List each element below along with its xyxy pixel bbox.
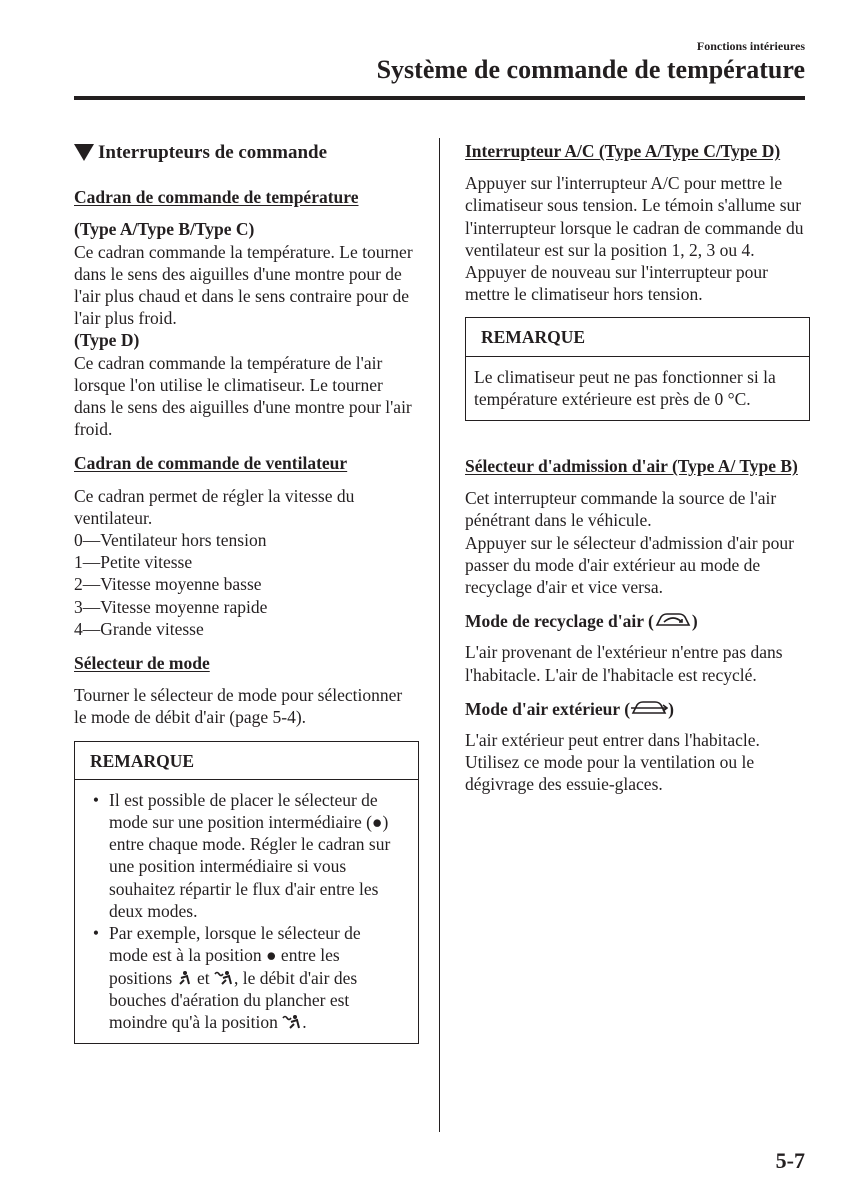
fan-dial-intro: Ce cadran permet de régler la vitesse du ventilateur. [74,485,355,528]
floor-defrost-icon [214,970,234,986]
right-column [465,140,810,796]
floor-vent-icon [177,970,193,986]
chapter-label: Fonctions intérieures [696,39,805,53]
outside-air-close: ) [668,698,674,719]
temp-dial-title: Cadran de commande de température [74,187,359,208]
section-heading-text: Interrupteurs de commande [98,142,328,163]
note-body [75,780,418,1043]
fan-speed-item: 2—Vitesse moyenne basse [74,574,262,595]
note-bullet [83,922,403,1033]
mode-selector-title: Sélecteur de mode [74,653,210,674]
air-intake-text: Cet interrupteur commande la source de l'air pénétrant dans le véhicule. [465,488,777,531]
note-text-part: Par exemple, lorsque le sélecteur de mode est à la position ● entre les positions [109,923,361,988]
type-d-label: (Type D) [74,330,140,351]
note-text-part: , le débit d'air des bouches d'aération du plancher est moindre qu'à la position [109,967,358,1032]
note-heading: REMARQUE [466,318,809,356]
outside-air-text: L'air extérieur peut entrer dans l'habitacle. [465,730,760,751]
fan-speed-item: 4—Grande vitesse [74,618,204,639]
note-text-part: . [302,1011,307,1032]
fan-speed-item: 0—Ventilateur hors tension [74,530,267,551]
air-intake-title: Sélecteur d'admission d'air (Type A/ Type B) [465,456,798,477]
section-heading [74,142,419,164]
recirc-mode-label: Mode de recyclage d'air ( [465,611,654,632]
recirc-mode-text: L'air provenant de l'extérieur n'entre pas dans l'habitacle. L'air de l'habitacle est recyclé. [465,642,783,685]
type-abc-label: (Type A/Type B/Type C) [74,219,255,240]
air-intake-text: Appuyer sur le sélecteur d'admission d'air pour passer du mode d'air extérieur au mode de recyclage d'air et vice versa. [465,532,794,598]
column-divider [439,138,440,1132]
triangle-bullet-icon [74,144,94,161]
outside-air-text: Utilisez ce mode pour la ventilation ou le dégivrage des essuie-glaces. [465,752,755,795]
note-bullet [83,789,403,922]
fan-speed-item: 3—Vitesse moyenne rapide [74,596,268,617]
note-box [74,741,419,1044]
note-heading: REMARQUE [75,742,418,780]
bullet-dot-icon: • [92,923,100,944]
header-rule [74,96,805,100]
ac-switch-text: Appuyer de nouveau sur l'interrupteur pour mettre le climatiseur hors tension. [465,262,768,305]
floor-defrost-icon [282,1014,302,1030]
recirculation-icon [654,611,692,629]
note-box [465,317,810,421]
note-text-part: et [196,967,210,988]
bullet-dot-icon: • [92,789,100,810]
note-bullet-text [109,922,403,1033]
note-bullet-text: Il est possible de placer le sélecteur de mode sur une position intermédiaire (●) entre chaque mode. Régler le cadran sur une position intermédiaire si vous souhaitez répartir le flux d'air entre les deux modes. [109,789,391,921]
page-number: 5-7 [775,1148,805,1173]
left-column [74,140,419,1054]
ac-switch-text: Appuyer sur l'interrupteur A/C pour mettre le climatiseur sous tension. Le témoin s'allume sur l'interrupteur lorsque le cadran de commande du ventilateur est sur la position 1, 2, 3 ou 4. [465,173,804,260]
type-d-text: Ce cadran commande la température de l'air lorsque l'on utilise le climatiseur. Le tourner dans le sens des aiguilles d'une montre pour l'air froid. [74,352,412,440]
fan-dial-title: Cadran de commande de ventilateur [74,453,348,474]
type-abc-text: Ce cadran commande la température. Le tourner dans le sens des aiguilles d'une montre pour de l'air plus chaud et dans le sens contraire pour de l'air plus froid. [74,241,413,329]
outside-air-label: Mode d'air extérieur ( [465,698,631,719]
outside-air-icon [630,699,668,717]
fan-speed-item: 1—Petite vitesse [74,552,193,573]
ac-switch-title: Interrupteur A/C (Type A/Type C/Type D) [465,141,781,161]
recirc-mode-close: ) [691,611,698,632]
outside-air-heading [465,698,810,720]
page-title: Système de commande de température [376,55,805,84]
mode-selector-text: Tourner le sélecteur de mode pour sélectionner le mode de débit d'air (page 5-4). [74,685,403,728]
recirc-mode-heading [465,610,810,632]
note-body: Le climatiseur peut ne pas fonctionner si la température extérieure est près de 0 °C. [474,366,776,409]
